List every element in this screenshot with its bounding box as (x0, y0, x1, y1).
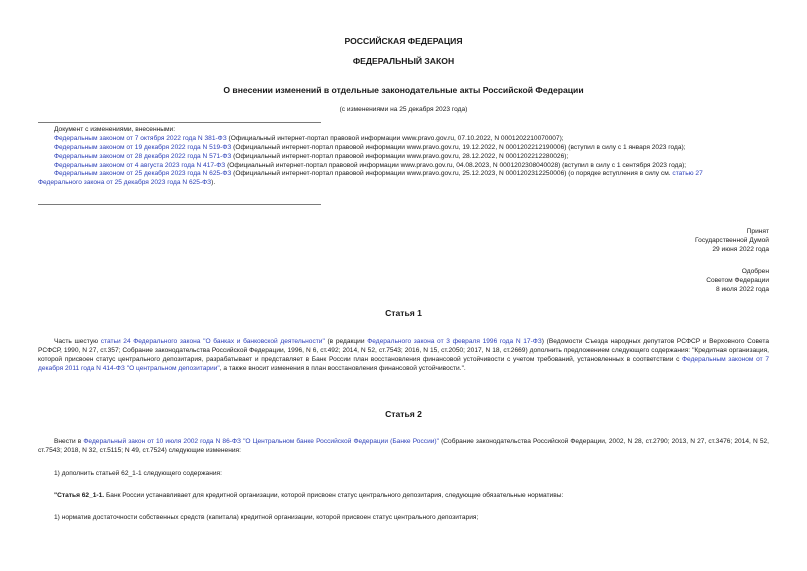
article-2-heading: Статья 2 (385, 409, 422, 419)
change-item (38, 170, 778, 179)
text: (в редакции (324, 338, 368, 345)
change-link[interactable]: Федеральным законом от 25 декабря 2023 года N 625-ФЗ (54, 170, 232, 178)
change-text: (Официальный интернет-портал правовой информации www.pravo.gov.ru, 04.08.2023, N 0001202308040028) (вступил в силу с 1 сентября 2023 года); (225, 161, 687, 169)
text: (Собрание законодательства Российской Федерации, 2002, N 28, ст.2790; 2013, N 27, ст.3476; 2014, N 52, ст.7543; 2018, N 32, ст.5115; N 49, ст.7524) следующие изменения: (38, 438, 770, 454)
changes-block (38, 126, 778, 188)
doc-type-heading: ФЕДЕРАЛЬНЫЙ ЗАКОН (352, 56, 455, 66)
banks-law-link[interactable]: статьи 24 Федерального закона "О банках и банковской деятельности" (100, 338, 325, 345)
article-2-item-1: 1) дополнить статьей 62_1-1 следующего содержания: (54, 470, 222, 477)
adopted-line2: Государственной Думой (695, 236, 769, 244)
country-heading: РОССИЙСКАЯ ФЕДЕРАЦИЯ (344, 36, 463, 46)
adopted-block (695, 228, 769, 255)
revision-note: (с изменениями на 25 декабря 2023 года) (339, 106, 468, 113)
article-2-paragraph (38, 438, 769, 456)
law-414-fz-link[interactable]: Федеральным законом от 7 декабря 2011 года N 414-ФЗ "О центральном депозитарии" (38, 355, 769, 372)
page-title: О внесении изменений в отдельные законодательные акты Российской Федерации (223, 85, 584, 95)
article-1-paragraph (38, 338, 769, 374)
adopted-line1: Принят (746, 228, 769, 235)
article-27-link[interactable]: статью 27 (672, 170, 703, 178)
text: Внести в (54, 438, 84, 445)
text: ) (Ведомости Съезда народных депутатов РСФСР и Верховного Совета РСФСР, 1990, N 27, ст.357; Собрание законодательства Российской Федерации, 1996, N 6, ст.492; 2014, N 52, ст.7543; 2016, N 15, ст.2050; 2017, N 18, ст.2669) дополнить предложением следующего содержания: "Кредитная организация, которой присвоен статус центрального депозитария, разрабатывает и представляет в Банк России план восстановления финансовой устойчивости с учетом требований, установленных в соответствии с (38, 338, 769, 363)
central-bank-law-link[interactable]: Федеральный закон от 10 июля 2002 года N 86-ФЗ "О Центральном банке Российской Федерации (Банке России)" (83, 438, 439, 445)
change-link[interactable]: Федеральным законом от 4 августа 2023 года N 417-ФЗ (54, 161, 226, 169)
norm-item-1: 1) норматив достаточности собственных средств (капитала) кредитной организации, которой присвоен статус центрального депозитария; (54, 514, 479, 521)
approved-block (706, 268, 769, 295)
text: Банк России устанавливает для кредитной организации, которой присвоен статус центрального депозитария, следующие обязательные нормативы: (104, 492, 564, 499)
change-text-end: ). (211, 179, 216, 187)
approved-line1: Одобрен (741, 268, 769, 275)
approved-line3: 8 июля 2022 года (715, 285, 769, 293)
change-link[interactable]: Федеральным законом от 28 декабря 2022 года N 571-ФЗ (54, 152, 232, 160)
change-link[interactable]: Федеральным законом от 7 октября 2022 года N 381-ФЗ (54, 134, 227, 142)
article-1-heading: Статья 1 (385, 308, 422, 318)
article-62-1-1-paragraph (38, 492, 769, 501)
changes-intro: Документ с изменениями, внесенными: (54, 126, 176, 133)
law-17-fz-link[interactable]: Федерального закона от 3 февраля 1996 года N 17-ФЗ (367, 338, 542, 345)
adopted-line3: 29 июня 2022 года (712, 245, 769, 253)
change-text: (Официальный интернет-портал правовой информации www.pravo.gov.ru, 07.10.2022, N 0001202210070007); (226, 134, 564, 142)
change-link-continued[interactable]: Федерального закона от 25 декабря 2023 года N 625-ФЗ (38, 179, 212, 187)
change-item (38, 135, 778, 144)
change-item-continuation (38, 179, 778, 188)
approved-line2: Советом Федерации (706, 276, 769, 284)
article-62-1-1-heading: "Статья 62_1-1. (54, 492, 105, 499)
text: Часть шестую (54, 338, 101, 345)
change-text: (Официальный интернет-портал правовой информации www.pravo.gov.ru, 19.12.2022, N 0001202212190006) (вступил в силу с 1 января 2023 года); (231, 143, 686, 151)
changes-top-divider (38, 122, 321, 123)
changes-bottom-divider (38, 204, 321, 205)
change-item (38, 153, 778, 162)
change-text: (Официальный интернет-портал правовой информации www.pravo.gov.ru, 25.12.2023, N 0001202312250006) (о порядке вступления в силу см. (231, 170, 673, 178)
change-item (38, 144, 778, 153)
change-text: (Официальный интернет-портал правовой информации www.pravo.gov.ru, 28.12.2022, N 0001202212280026); (231, 152, 569, 160)
text: , а также вносит изменения в план восстановления финансовой устойчивости.". (219, 364, 466, 372)
change-link[interactable]: Федеральным законом от 19 декабря 2022 года N 519-ФЗ (54, 143, 232, 151)
